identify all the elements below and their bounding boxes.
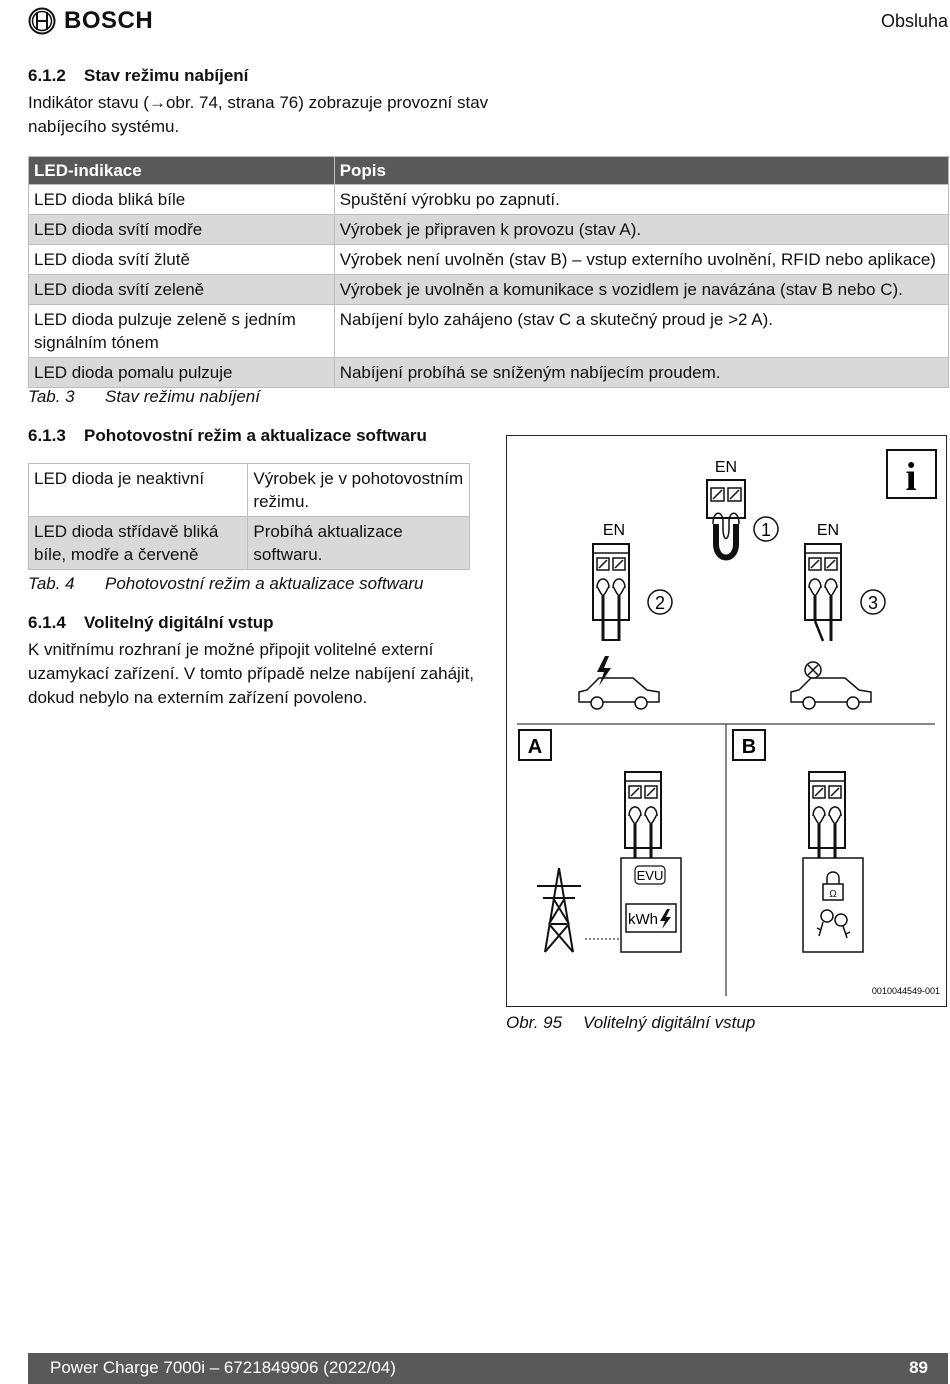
section-label: Obsluha: [880, 11, 948, 31]
heading-6-1-4: [28, 613, 274, 633]
terminal-block-icon: [809, 772, 845, 848]
power-pylon-icon: [537, 868, 581, 952]
table-standby: [28, 463, 470, 570]
caption-label: Tab. 3: [28, 387, 75, 406]
cell-led: LED dioda bliká bíle: [29, 185, 335, 215]
cell-popis: Nabíjení bylo zahájeno (stav C a skutečný proud je >2 A).: [334, 305, 948, 358]
info-letter: i: [905, 454, 917, 499]
table4-caption: [28, 574, 423, 594]
panel-a-label: A: [527, 736, 543, 758]
heading-title: Volitelný digitální vstup: [84, 613, 274, 632]
svg-text:Ω: Ω: [829, 889, 837, 900]
cell-led: LED dioda střídavě bliká bíle, modře a červeně: [29, 517, 248, 570]
sec614-line: dokud nebylo na externím zařízení povoleno.: [28, 688, 368, 707]
figure-digital-input: [506, 435, 947, 1007]
kwh-label: kWh: [628, 911, 658, 928]
page-header: [0, 0, 950, 44]
cell-popis: Výrobek je uvolněn a komunikace s vozidlem je navázána (stav B nebo C).: [334, 275, 948, 305]
table-row: [29, 215, 949, 245]
digital-input-diagram: [507, 436, 948, 1008]
caption-label: Obr. 95: [506, 1013, 563, 1032]
table-charging-state: [28, 156, 949, 388]
car-blocked-icon: [791, 662, 871, 709]
table3-caption: [28, 387, 260, 407]
col-header-led: LED-indikace: [29, 157, 335, 185]
callout-2: 2: [654, 593, 666, 613]
cell-popis: Nabíjení probíhá se sníženým nabíjecím proudem.: [334, 358, 948, 388]
table-header-row: [29, 157, 949, 185]
caption-text: Pohotovostní režim a aktualizace softwaru: [105, 574, 424, 593]
label-en-2: EN: [602, 522, 626, 539]
document-id: Power Charge 7000i – 6721849906 (2022/04): [50, 1358, 396, 1377]
label-en-1: EN: [714, 459, 738, 476]
sec612-text: [28, 91, 488, 139]
table-row: [29, 185, 949, 215]
table-row: [29, 517, 470, 570]
caption-label: Tab. 4: [28, 574, 75, 593]
cell-led: LED dioda svítí zeleně: [29, 275, 335, 305]
heading-title: Stav režimu nabíjení: [84, 66, 249, 85]
cell-popis: Výrobek není uvolněn (stav B) – vstup externího uvolnění, RFID nebo aplikace): [334, 245, 948, 275]
terminal-block-icon: [805, 544, 841, 620]
table-row: [29, 275, 949, 305]
table-row: [29, 245, 949, 275]
cell-popis: Probíhá aktualizace softwaru.: [248, 517, 470, 570]
cell-popis: Výrobek je připraven k provozu (stav A).: [334, 215, 948, 245]
brand-name: BOSCH: [64, 7, 154, 34]
callout-1: 1: [760, 520, 772, 540]
sec614-line: K vnitřnímu rozhraní je možné připojit volitelné externí: [28, 640, 434, 659]
cell-led: LED dioda svítí žlutě: [29, 245, 335, 275]
sec612-line1: Indikátor stavu (→obr. 74, strana 76) zobrazuje provozní stav: [28, 93, 489, 112]
sec612-line2: nabíjecího systému.: [28, 117, 180, 136]
heading-6-1-3: [28, 426, 427, 446]
callout-3: 3: [867, 593, 879, 613]
cell-led: LED dioda pomalu pulzuje: [29, 358, 335, 388]
heading-title: Pohotovostní režim a aktualizace softwaru: [84, 426, 427, 445]
label-en-3: EN: [816, 522, 840, 539]
cell-led: LED dioda je neaktivní: [29, 464, 248, 517]
cell-popis: Výrobek je v pohotovostním režimu.: [248, 464, 470, 517]
heading-number: 6.1.4: [28, 613, 66, 632]
terminal-block-icon: [625, 772, 661, 848]
table-row: [29, 358, 949, 388]
caption-text: Volitelný digitální vstup: [583, 1013, 756, 1032]
heading-6-1-2: [28, 66, 248, 86]
sec614-text: [28, 638, 474, 710]
sec614-line: uzamykací zařízení. V tomto případě nelze nabíjení zahájit,: [28, 664, 475, 683]
cell-led: LED dioda svítí modře: [29, 215, 335, 245]
col-header-popis: Popis: [334, 157, 948, 185]
bosch-logo: [28, 7, 153, 35]
caption-text: Stav režimu nabíjení: [105, 387, 260, 406]
cell-popis: Spuštění výrobku po zapnutí.: [334, 185, 948, 215]
terminal-block-icon: [707, 480, 745, 558]
evu-label: EVU: [636, 868, 664, 883]
figure-code: 0010044549-001: [871, 986, 940, 996]
bosch-armature-icon: [28, 7, 56, 35]
table-row: [29, 305, 949, 358]
heading-number: 6.1.3: [28, 426, 66, 445]
car-charging-icon: [579, 656, 659, 709]
page-number: 89: [909, 1358, 928, 1377]
panel-b-label: B: [741, 736, 757, 758]
figure-caption: [506, 1013, 755, 1033]
heading-number: 6.1.2: [28, 66, 66, 85]
table-row: [29, 464, 470, 517]
page-footer: [28, 1353, 948, 1384]
terminal-block-icon: [593, 544, 629, 620]
cell-led: LED dioda pulzuje zeleně s jedním signálním tónem: [29, 305, 335, 358]
